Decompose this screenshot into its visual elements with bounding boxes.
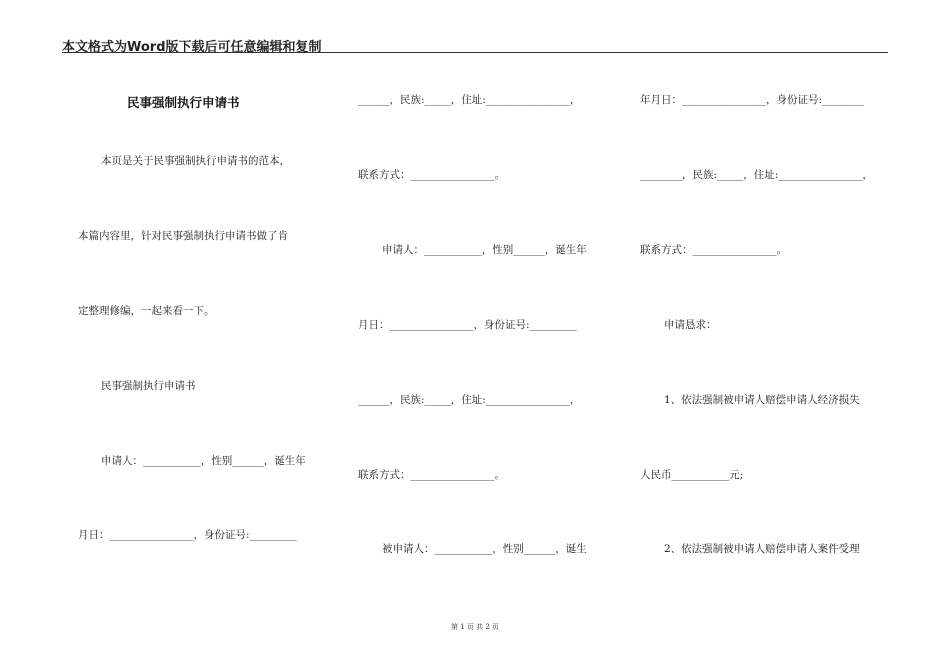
body-line: 联系方式：________________。	[640, 244, 787, 256]
body-line: 人民币___________元;	[640, 469, 744, 481]
body-line: 本篇内容里，针对民事强制执行申请书做了肯	[78, 230, 288, 242]
body-line: 本页是关于民事强制执行申请书的范本，	[101, 155, 290, 167]
document-title: 民事强制执行申请书	[127, 95, 240, 110]
body-line: 月日：________________，身份证号:_________	[78, 529, 297, 541]
body-line: 年月日：________________，身份证号:________	[640, 94, 865, 106]
body-line: 申请人：___________，性别______，诞生年	[101, 455, 306, 467]
body-line: ________，民族:_____，住址:________________，	[640, 169, 873, 181]
section-heading: 申请恳求：	[664, 319, 717, 331]
section-heading: 民事强制执行申请书	[101, 380, 196, 392]
body-line: 联系方式：________________。	[358, 469, 505, 481]
body-line: 1、依法强制被申请人赔偿申请人经济损失	[664, 394, 860, 406]
body-line: 月日：________________，身份证号:_________	[358, 319, 577, 331]
body-line: 2、依法强制被申请人赔偿申请人案件受理	[664, 543, 860, 555]
body-line: 被申请人：___________，性别______，诞生	[382, 543, 587, 555]
body-line: ______，民族:_____，住址:________________，	[358, 394, 581, 406]
body-line: ______，民族:_____，住址:________________，	[358, 94, 581, 106]
body-line: 定整理修编，一起来看一下。	[78, 305, 215, 317]
document-header: 本文格式为Word版下载后可任意编辑和复制	[62, 40, 322, 55]
body-line: 申请人：___________，性别______，诞生年	[382, 244, 587, 256]
page-number: 第 1 页 共 2 页	[450, 623, 500, 631]
body-line: 联系方式：________________。	[358, 169, 505, 181]
